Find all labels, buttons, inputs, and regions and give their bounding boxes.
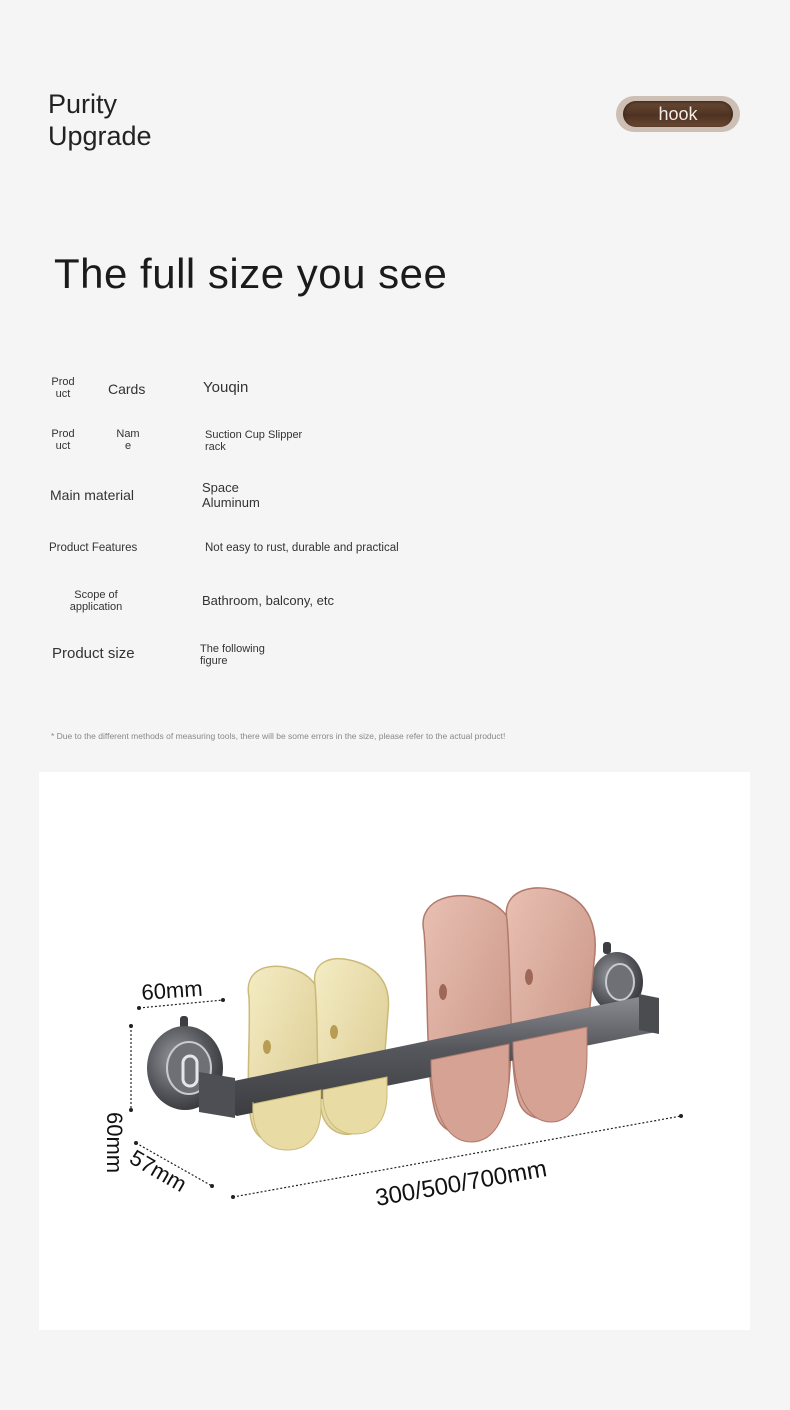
spec-label-scope xyxy=(60,589,132,613)
dimension-height: 60mm xyxy=(102,1112,127,1174)
measurement-note: * Due to the different methods of measuring tools, there will be some errors in the size, please refer to the actual product! xyxy=(51,731,506,741)
spec-value-part: Aluminum xyxy=(202,495,260,510)
spec-label-features: Product Features xyxy=(49,542,138,554)
spec-value-part: rack xyxy=(205,441,226,453)
spec-label-part: e xyxy=(124,440,132,452)
spec-label-brand: Cards xyxy=(108,381,146,397)
spec-label-part: Prod xyxy=(51,376,75,388)
brand-line-2: Upgrade xyxy=(48,121,152,151)
spec-label-name xyxy=(112,428,144,452)
spec-value-part: figure xyxy=(200,655,228,667)
dimension-length: 300/500/700mm xyxy=(373,1155,549,1212)
spec-value-material xyxy=(202,480,260,510)
spec-value-part: Space xyxy=(202,480,239,495)
spec-value-features: Not easy to rust, durable and practical xyxy=(205,542,399,554)
brand-line-1: Purity xyxy=(48,89,118,119)
spec-label-part: Prod xyxy=(51,428,75,440)
spec-label-part: uct xyxy=(55,388,71,400)
slipper-rack-illustration xyxy=(39,772,750,1330)
dimension-top-width: 60mm xyxy=(140,975,204,1005)
spec-label-part: Nam xyxy=(116,428,140,440)
spec-value-brand: Youqin xyxy=(203,379,249,396)
spec-value-scope: Bathroom, balcony, etc xyxy=(202,593,334,608)
hook-badge xyxy=(616,96,740,132)
spec-value-name xyxy=(205,429,302,453)
spec-label-part: application xyxy=(69,601,123,613)
dimension-depth: 57mm xyxy=(125,1144,191,1197)
section-headline: The full size you see xyxy=(54,250,448,297)
product-image-panel xyxy=(39,772,750,1330)
hook-badge-label: hook xyxy=(623,101,733,127)
spec-label-part: uct xyxy=(55,440,71,452)
spec-label-product-prefix xyxy=(46,428,80,452)
brand-title xyxy=(48,88,152,152)
spec-label-part: Scope of xyxy=(74,589,118,601)
spec-label-material: Main material xyxy=(50,487,135,503)
spec-label-size: Product size xyxy=(52,645,135,662)
spec-label-brand-prefix xyxy=(46,376,80,400)
spec-value-part: The following xyxy=(200,643,265,655)
spec-value-size xyxy=(200,643,265,667)
spec-value-part: Suction Cup Slipper xyxy=(205,429,303,441)
